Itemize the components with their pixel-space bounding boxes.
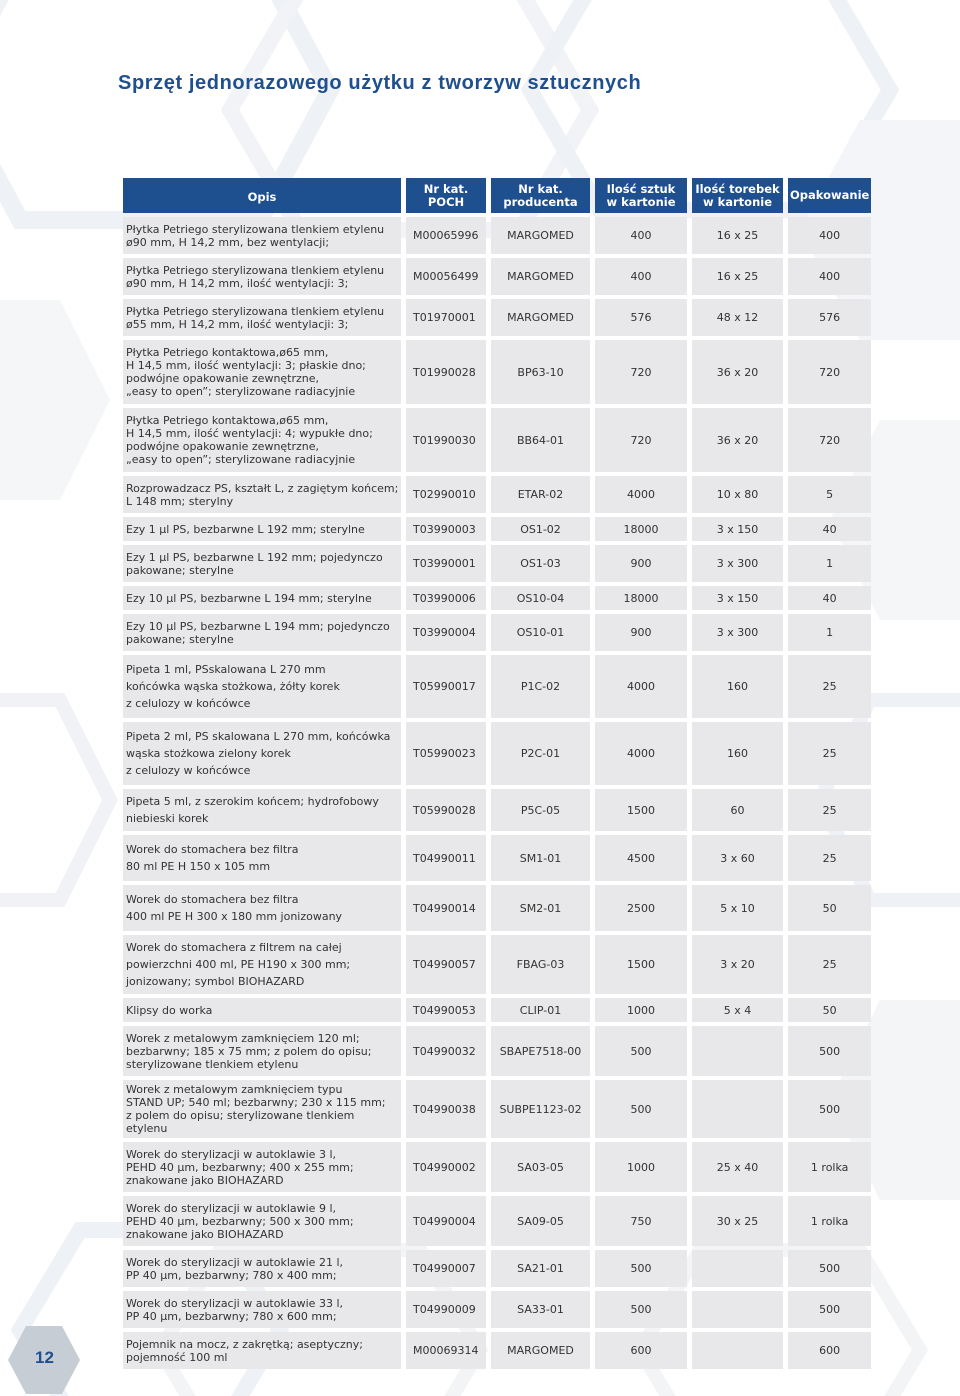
- poch-number-cell: T05990023: [406, 722, 486, 785]
- description-cell: Worek do sterylizacji w autoklawie 3 l, PEHD 40 µm, bezbarwny; 400 x 255 mm; znakowane jako BIOHAZARD: [123, 1142, 401, 1192]
- bags-cell: 60: [692, 789, 783, 831]
- table-row: [123, 1291, 871, 1328]
- table-row: [123, 935, 871, 994]
- table-row: [123, 1080, 871, 1138]
- producer-number-cell: OS10-01: [491, 614, 590, 651]
- description-cell: Płytka Petriego kontaktowa,ø65 mm, H 14,5 mm, ilość wentylacji: 3; płaskie dno; podwójne opakowanie zewnętrzne, „easy to open”; sterylizowane radiacyjnie: [123, 340, 401, 404]
- description-cell: Worek do sterylizacji w autoklawie 9 l, PEHD 40 µm, bezbarwny; 500 x 300 mm; znakowane jako BIOHAZARD: [123, 1196, 401, 1246]
- description-cell: Ezy 10 µl PS, bezbarwne L 194 mm; pojedynczo pakowane; sterylne: [123, 614, 401, 651]
- producer-number-cell: P1C-02: [491, 655, 590, 718]
- package-cell: 5: [788, 476, 871, 513]
- poch-number-cell: T01990028: [406, 340, 486, 404]
- poch-number-cell: M00069314: [406, 1332, 486, 1369]
- table-row: [123, 217, 871, 254]
- bags-cell: 36 x 20: [692, 340, 783, 404]
- bags-cell: 16 x 25: [692, 217, 783, 254]
- description-cell: Pipeta 1 ml, PSskalowana L 270 mm końcówka wąska stożkowa, żółty korek z celulozy w końcówce: [123, 655, 401, 718]
- producer-number-cell: SA09-05: [491, 1196, 590, 1246]
- pieces-cell: 900: [595, 614, 687, 651]
- producer-number-cell: OS10-04: [491, 586, 590, 610]
- poch-number-cell: T04990007: [406, 1250, 486, 1287]
- producer-number-cell: OS1-03: [491, 545, 590, 582]
- bags-cell: 3 x 20: [692, 935, 783, 994]
- package-cell: 720: [788, 408, 871, 472]
- table-row: [123, 722, 871, 785]
- table-row: [123, 545, 871, 582]
- poch-number-cell: T01970001: [406, 299, 486, 336]
- producer-number-cell: BB64-01: [491, 408, 590, 472]
- bags-cell: [692, 1291, 783, 1328]
- package-cell: 25: [788, 789, 871, 831]
- table-row: [123, 998, 871, 1022]
- header-poch-catalog-number: Nr kat. POCH: [406, 178, 486, 213]
- poch-number-cell: T04990057: [406, 935, 486, 994]
- bags-cell: [692, 1250, 783, 1287]
- pieces-cell: 500: [595, 1250, 687, 1287]
- poch-number-cell: T04990011: [406, 835, 486, 881]
- poch-number-cell: T02990010: [406, 476, 486, 513]
- product-table-wrapper: [118, 174, 876, 1373]
- table-row: [123, 340, 871, 404]
- pieces-cell: 500: [595, 1080, 687, 1138]
- description-cell: Worek do sterylizacji w autoklawie 21 l, PP 40 µm, bezbarwny; 780 x 400 mm;: [123, 1250, 401, 1287]
- package-cell: 500: [788, 1291, 871, 1328]
- bags-cell: 160: [692, 655, 783, 718]
- table-row: [123, 408, 871, 472]
- poch-number-cell: T03990003: [406, 517, 486, 541]
- pieces-cell: 600: [595, 1332, 687, 1369]
- description-cell: Worek z metalowym zamknięciem typu STAND UP; 540 ml; bezbarwny; 230 x 115 mm; z polem do opisu; sterylizowane tlenkiem etylenu: [123, 1080, 401, 1138]
- description-cell: Worek do stomachera bez filtra 400 ml PE H 300 x 180 mm jonizowany: [123, 885, 401, 931]
- producer-number-cell: SA21-01: [491, 1250, 590, 1287]
- producer-number-cell: SUBPE1123-02: [491, 1080, 590, 1138]
- description-cell: Worek z metalowym zamknięciem 120 ml; bezbarwny; 185 x 75 mm; z polem do opisu; sterylizowane tlenkiem etylenu: [123, 1026, 401, 1076]
- table-row: [123, 517, 871, 541]
- description-cell: Ezy 1 µl PS, bezbarwne L 192 mm; sterylne: [123, 517, 401, 541]
- bags-cell: 3 x 300: [692, 614, 783, 651]
- pieces-cell: 400: [595, 258, 687, 295]
- description-cell: Płytka Petriego kontaktowa,ø65 mm, H 14,5 mm, ilość wentylacji: 4; wypukłe dno; podwójne opakowanie zewnętrzne, „easy to open”; sterylizowane radiacyjnie: [123, 408, 401, 472]
- producer-number-cell: SM1-01: [491, 835, 590, 881]
- pieces-cell: 18000: [595, 517, 687, 541]
- pieces-cell: 4000: [595, 476, 687, 513]
- poch-number-cell: T01990030: [406, 408, 486, 472]
- pieces-cell: 4500: [595, 835, 687, 881]
- bags-cell: 16 x 25: [692, 258, 783, 295]
- table-header-row: [123, 178, 871, 213]
- producer-number-cell: SM2-01: [491, 885, 590, 931]
- page-number: 12: [35, 1348, 54, 1367]
- description-cell: Pipeta 5 ml, z szerokim końcem; hydrofobowy niebieski korek: [123, 789, 401, 831]
- producer-number-cell: ETAR-02: [491, 476, 590, 513]
- table-row: [123, 1196, 871, 1246]
- bags-cell: [692, 1080, 783, 1138]
- producer-number-cell: MARGOMED: [491, 1332, 590, 1369]
- header-bags-per-carton: Ilość torebek w kartonie: [692, 178, 783, 213]
- table-row: [123, 1332, 871, 1369]
- producer-number-cell: SA03-05: [491, 1142, 590, 1192]
- package-cell: 500: [788, 1080, 871, 1138]
- poch-number-cell: T04990002: [406, 1142, 486, 1192]
- pieces-cell: 1500: [595, 935, 687, 994]
- bags-cell: 5 x 4: [692, 998, 783, 1022]
- bags-cell: 48 x 12: [692, 299, 783, 336]
- description-cell: Klipsy do worka: [123, 998, 401, 1022]
- header-description: Opis: [123, 178, 401, 213]
- poch-number-cell: T05990017: [406, 655, 486, 718]
- package-cell: 50: [788, 885, 871, 931]
- poch-number-cell: T04990014: [406, 885, 486, 931]
- bags-cell: 160: [692, 722, 783, 785]
- page-title: Sprzęt jednorazowego użytku z tworzyw sztucznych: [118, 72, 642, 94]
- poch-number-cell: T04990004: [406, 1196, 486, 1246]
- table-row: [123, 1142, 871, 1192]
- package-cell: 1: [788, 614, 871, 651]
- pieces-cell: 1000: [595, 1142, 687, 1192]
- bags-cell: 30 x 25: [692, 1196, 783, 1246]
- table-row: [123, 1026, 871, 1076]
- package-cell: 25: [788, 835, 871, 881]
- pieces-cell: 576: [595, 299, 687, 336]
- table-row: [123, 299, 871, 336]
- table-row: [123, 835, 871, 881]
- table-row: [123, 885, 871, 931]
- producer-number-cell: CLIP-01: [491, 998, 590, 1022]
- package-cell: 25: [788, 655, 871, 718]
- package-cell: 400: [788, 258, 871, 295]
- description-cell: Rozprowadzacz PS, kształt L, z zagiętym końcem; L 148 mm; sterylny: [123, 476, 401, 513]
- package-cell: 1 rolka: [788, 1196, 871, 1246]
- bags-cell: 5 x 10: [692, 885, 783, 931]
- bags-cell: 3 x 60: [692, 835, 783, 881]
- producer-number-cell: MARGOMED: [491, 258, 590, 295]
- poch-number-cell: T04990009: [406, 1291, 486, 1328]
- description-cell: Płytka Petriego sterylizowana tlenkiem etylenu ø55 mm, H 14,2 mm, ilość wentylacji: 3;: [123, 299, 401, 336]
- description-cell: Worek do stomachera z filtrem na całej powierzchni 400 ml, PE H190 x 300 mm; jonizowany; symbol BIOHAZARD: [123, 935, 401, 994]
- pieces-cell: 500: [595, 1291, 687, 1328]
- table-row: [123, 586, 871, 610]
- description-cell: Worek do stomachera bez filtra 80 ml PE H 150 x 105 mm: [123, 835, 401, 881]
- table-row: [123, 476, 871, 513]
- bags-cell: [692, 1332, 783, 1369]
- description-cell: Worek do sterylizacji w autoklawie 33 l, PP 40 µm, bezbarwny; 780 x 600 mm;: [123, 1291, 401, 1328]
- producer-number-cell: MARGOMED: [491, 299, 590, 336]
- producer-number-cell: SBAPE7518-00: [491, 1026, 590, 1076]
- producer-number-cell: SA33-01: [491, 1291, 590, 1328]
- pieces-cell: 1500: [595, 789, 687, 831]
- table-row: [123, 258, 871, 295]
- table-row: [123, 789, 871, 831]
- poch-number-cell: T03990004: [406, 614, 486, 651]
- poch-number-cell: T03990006: [406, 586, 486, 610]
- producer-number-cell: P5C-05: [491, 789, 590, 831]
- producer-number-cell: BP63-10: [491, 340, 590, 404]
- package-cell: 25: [788, 935, 871, 994]
- poch-number-cell: T03990001: [406, 545, 486, 582]
- producer-number-cell: FBAG-03: [491, 935, 590, 994]
- package-cell: 600: [788, 1332, 871, 1369]
- package-cell: 500: [788, 1250, 871, 1287]
- table-row: [123, 614, 871, 651]
- header-producer-catalog-number: Nr kat. producenta: [491, 178, 590, 213]
- package-cell: 720: [788, 340, 871, 404]
- poch-number-cell: M00065996: [406, 217, 486, 254]
- pieces-cell: 500: [595, 1026, 687, 1076]
- product-table: [118, 174, 876, 1373]
- description-cell: Ezy 10 µl PS, bezbarwne L 194 mm; sterylne: [123, 586, 401, 610]
- pieces-cell: 720: [595, 340, 687, 404]
- table-row: [123, 655, 871, 718]
- pieces-cell: 900: [595, 545, 687, 582]
- bags-cell: 3 x 150: [692, 517, 783, 541]
- package-cell: 40: [788, 586, 871, 610]
- bags-cell: 10 x 80: [692, 476, 783, 513]
- description-cell: Płytka Petriego sterylizowana tlenkiem etylenu ø90 mm, H 14,2 mm, bez wentylacji;: [123, 217, 401, 254]
- producer-number-cell: OS1-02: [491, 517, 590, 541]
- producer-number-cell: MARGOMED: [491, 217, 590, 254]
- bags-cell: 3 x 300: [692, 545, 783, 582]
- package-cell: 500: [788, 1026, 871, 1076]
- pieces-cell: 4000: [595, 655, 687, 718]
- pieces-cell: 720: [595, 408, 687, 472]
- poch-number-cell: T04990032: [406, 1026, 486, 1076]
- bags-cell: [692, 1026, 783, 1076]
- package-cell: 40: [788, 517, 871, 541]
- bags-cell: 36 x 20: [692, 408, 783, 472]
- pieces-cell: 4000: [595, 722, 687, 785]
- package-cell: 50: [788, 998, 871, 1022]
- description-cell: Ezy 1 µl PS, bezbarwne L 192 mm; pojedynczo pakowane; sterylne: [123, 545, 401, 582]
- package-cell: 1 rolka: [788, 1142, 871, 1192]
- pieces-cell: 2500: [595, 885, 687, 931]
- table-row: [123, 1250, 871, 1287]
- header-pieces-per-carton: Ilość sztuk w kartonie: [595, 178, 687, 213]
- description-cell: Pojemnik na mocz, z zakrętką; aseptyczny; pojemność 100 ml: [123, 1332, 401, 1369]
- poch-number-cell: M00056499: [406, 258, 486, 295]
- pieces-cell: 1000: [595, 998, 687, 1022]
- table-body: [123, 217, 871, 1369]
- bags-cell: 25 x 40: [692, 1142, 783, 1192]
- description-cell: Płytka Petriego sterylizowana tlenkiem etylenu ø90 mm, H 14,2 mm, ilość wentylacji: 3;: [123, 258, 401, 295]
- producer-number-cell: P2C-01: [491, 722, 590, 785]
- poch-number-cell: T04990053: [406, 998, 486, 1022]
- package-cell: 576: [788, 299, 871, 336]
- bags-cell: 3 x 150: [692, 586, 783, 610]
- poch-number-cell: T05990028: [406, 789, 486, 831]
- package-cell: 25: [788, 722, 871, 785]
- package-cell: 400: [788, 217, 871, 254]
- pieces-cell: 18000: [595, 586, 687, 610]
- pieces-cell: 400: [595, 217, 687, 254]
- description-cell: Pipeta 2 ml, PS skalowana L 270 mm, końcówka wąska stożkowa zielony korek z celulozy w końcówce: [123, 722, 401, 785]
- header-package: Opakowanie: [788, 178, 871, 213]
- poch-number-cell: T04990038: [406, 1080, 486, 1138]
- package-cell: 1: [788, 545, 871, 582]
- pieces-cell: 750: [595, 1196, 687, 1246]
